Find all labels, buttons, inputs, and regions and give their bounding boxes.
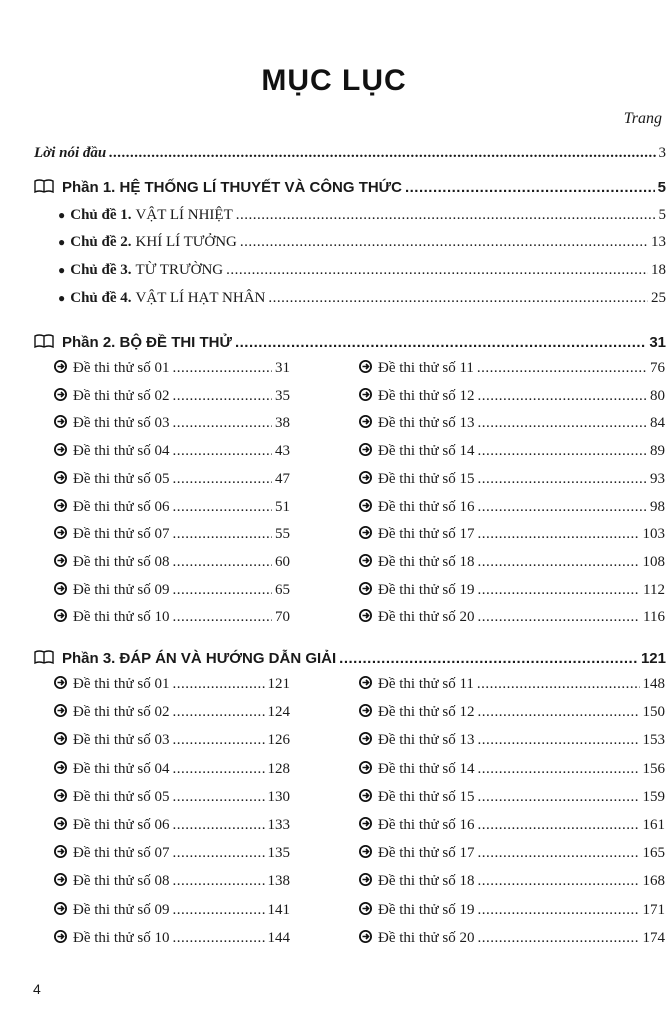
exam-page: 60: [275, 553, 290, 570]
toc-topic[interactable]: [58, 207, 666, 224]
dot-leader: [405, 179, 655, 196]
exam-label: Đề thi thử số 12: [378, 704, 475, 721]
dot-leader: [477, 499, 647, 516]
exam-page: 76: [650, 360, 665, 376]
dot-leader: [109, 145, 655, 162]
dot-leader: [268, 290, 648, 307]
toc-exam-entry[interactable]: [54, 581, 290, 599]
toc-exam-entry[interactable]: [54, 498, 290, 516]
dot-leader: [172, 526, 272, 543]
exam-label: Đề thi thử số 13: [378, 732, 475, 749]
toc-part-1[interactable]: [34, 178, 666, 196]
circle-arrow-icon: [54, 360, 67, 373]
exam-label: Đề thi thử số 07: [73, 526, 170, 543]
toc-entry-preface[interactable]: [34, 145, 666, 162]
exam-label: Đề thi thử số 10: [73, 929, 170, 946]
topic-name: VẬT LÍ HẠT NHÂN: [135, 290, 266, 306]
dot-leader: [172, 471, 272, 488]
page-column-header: Trang: [623, 110, 662, 127]
dot-leader: [172, 902, 264, 919]
circle-arrow-icon: [359, 471, 372, 484]
dot-leader: [172, 499, 272, 516]
dot-leader: [477, 443, 647, 460]
exam-page: 47: [275, 470, 290, 487]
exam-page: 171: [642, 901, 665, 918]
exam-label: Đề thi thử số 20: [378, 929, 475, 946]
circle-arrow-icon: [54, 443, 67, 456]
circle-arrow-icon: [54, 388, 67, 401]
toc-exam-entry[interactable]: [54, 525, 290, 543]
exam-label: Đề thi thử số 07: [73, 845, 170, 862]
exam-page: 31: [275, 360, 290, 376]
exam-page: 84: [650, 415, 665, 432]
toc-exam-entry[interactable]: [54, 760, 290, 778]
exam-page: 51: [275, 498, 290, 515]
exam-page: 128: [267, 760, 290, 777]
exam-label: Đề thi thử số 05: [73, 788, 170, 805]
toc-exam-entry[interactable]: [54, 901, 290, 919]
dot-leader: [236, 207, 656, 224]
dot-leader: [172, 676, 264, 693]
toc-exam-entry[interactable]: [54, 929, 290, 947]
toc-exam-entry[interactable]: [54, 844, 290, 862]
circle-arrow-icon: [54, 761, 67, 774]
circle-arrow-icon: [359, 415, 372, 428]
topic-number: Chủ đề 3.: [70, 262, 132, 278]
exam-label: Đề thi thử số 08: [73, 553, 170, 570]
exam-page: 103: [642, 526, 665, 543]
exam-page: 141: [267, 901, 290, 918]
dot-leader: [172, 789, 264, 806]
exam-page: 112: [643, 581, 665, 598]
exam-label: Đề thi thử số 03: [73, 415, 170, 432]
exam-label: Đề thi thử số 09: [73, 901, 170, 918]
circle-arrow-icon: [359, 388, 372, 401]
topic-page: 13: [651, 234, 666, 250]
exam-page: 174: [642, 929, 665, 946]
exam-label: Đề thi thử số 14: [378, 760, 475, 777]
dot-leader: [172, 443, 272, 460]
circle-arrow-icon: [359, 554, 372, 567]
topic-name: VẬT LÍ NHIỆT: [135, 207, 233, 223]
toc-exam-entry[interactable]: [359, 608, 665, 626]
exam-label: Đề thi thử số 13: [378, 415, 475, 432]
exam-label: Đề thi thử số 01: [73, 676, 170, 692]
dot-leader: [172, 761, 264, 778]
dot-leader: [172, 732, 264, 749]
exam-page: 93: [650, 470, 665, 487]
circle-arrow-icon: [54, 789, 67, 802]
exam-label: Đề thi thử số 09: [73, 581, 170, 598]
toc-part-2[interactable]: [34, 333, 666, 351]
dot-leader: [477, 817, 639, 834]
circle-arrow-icon: [359, 845, 372, 858]
dot-leader: [477, 554, 639, 571]
bullet-icon: ●: [58, 263, 66, 277]
exam-label: Đề thi thử số 02: [73, 704, 170, 721]
toc-exam-entry[interactable]: [359, 872, 665, 890]
toc-topic[interactable]: [58, 262, 666, 279]
toc-exam-entry[interactable]: [359, 442, 665, 460]
circle-arrow-icon: [359, 902, 372, 915]
circle-arrow-icon: [359, 789, 372, 802]
dot-leader: [172, 415, 272, 432]
circle-arrow-icon: [359, 526, 372, 539]
part-3-label: Phần 3. ĐÁP ÁN VÀ HƯỚNG DẪN GIẢI: [62, 650, 337, 667]
book-icon: [34, 334, 54, 348]
toc-topic[interactable]: [58, 234, 666, 251]
preface-page: 3: [658, 145, 666, 161]
exam-label: Đề thi thử số 11: [378, 360, 474, 376]
circle-arrow-icon: [54, 902, 67, 915]
circle-arrow-icon: [359, 582, 372, 595]
dot-leader: [477, 732, 639, 749]
part-2-label: Phần 2. BỘ ĐỀ THI THỬ: [62, 334, 232, 351]
exam-page: 156: [642, 760, 665, 777]
exam-label: Đề thi thử số 15: [378, 788, 475, 805]
exam-label: Đề thi thử số 04: [73, 443, 170, 460]
circle-arrow-icon: [54, 471, 67, 484]
dot-leader: [477, 873, 639, 890]
toc-exam-entry[interactable]: [359, 901, 665, 919]
toc-exam-entry[interactable]: [359, 470, 665, 488]
exam-label: Đề thi thử số 14: [378, 443, 475, 460]
bullet-icon: ●: [58, 235, 66, 249]
circle-arrow-icon: [54, 873, 67, 886]
circle-arrow-icon: [359, 873, 372, 886]
circle-arrow-icon: [359, 609, 372, 622]
topic-page: 5: [658, 207, 666, 223]
dot-leader: [477, 526, 639, 543]
exam-page: 35: [275, 387, 290, 404]
toc-exam-entry[interactable]: [359, 816, 665, 834]
toc-topic[interactable]: [58, 290, 666, 307]
toc-exam-entry[interactable]: [359, 525, 665, 543]
exam-label: Đề thi thử số 01: [73, 360, 170, 376]
circle-arrow-icon: [359, 443, 372, 456]
exam-page: 133: [267, 817, 290, 833]
topic-name: KHÍ LÍ TƯỞNG: [135, 234, 237, 250]
dot-leader: [172, 360, 272, 377]
exam-page: 153: [642, 732, 665, 749]
toc-exam-entry[interactable]: [54, 675, 290, 693]
exam-page: 98: [650, 498, 665, 515]
exam-label: Đề thi thử số 17: [378, 845, 475, 862]
dot-leader: [477, 609, 640, 626]
circle-arrow-icon: [54, 582, 67, 595]
exam-label: Đề thi thử số 11: [378, 676, 474, 692]
exam-label: Đề thi thử số 06: [73, 817, 170, 833]
part-3-page: 121: [640, 650, 666, 667]
exam-label: Đề thi thử số 17: [378, 526, 475, 543]
circle-arrow-icon: [54, 845, 67, 858]
exam-page: 144: [267, 929, 290, 946]
toc-exam-entry[interactable]: [54, 442, 290, 460]
exam-label: Đề thi thử số 20: [378, 609, 475, 626]
toc-exam-entry[interactable]: [359, 675, 665, 693]
toc-exam-entry[interactable]: [359, 553, 665, 571]
exam-page: 121: [267, 676, 290, 692]
dot-leader: [477, 582, 640, 599]
dot-leader: [477, 415, 647, 432]
dot-leader: [339, 650, 638, 667]
exam-label: Đề thi thử số 15: [378, 470, 475, 487]
topic-name: TỪ TRƯỜNG: [135, 262, 224, 278]
circle-arrow-icon: [359, 817, 372, 830]
exam-label: Đề thi thử số 12: [378, 387, 475, 404]
exam-label: Đề thi thử số 02: [73, 387, 170, 404]
dot-leader: [235, 334, 646, 351]
part-2-page: 31: [649, 334, 666, 351]
exam-page: 168: [642, 873, 665, 890]
book-icon: [34, 179, 54, 193]
toc-exam-entry[interactable]: [359, 414, 665, 432]
toc-exam-entry[interactable]: [359, 703, 665, 721]
dot-leader: [172, 704, 264, 721]
circle-arrow-icon: [359, 704, 372, 717]
toc-exam-entry[interactable]: [54, 470, 290, 488]
exam-page: 55: [275, 526, 290, 543]
exam-page: 126: [267, 732, 290, 749]
dot-leader: [172, 873, 264, 890]
dot-leader: [477, 902, 639, 919]
exam-page: 65: [275, 581, 290, 598]
toc-exam-entry[interactable]: [54, 608, 290, 626]
circle-arrow-icon: [359, 499, 372, 512]
toc-exam-entry[interactable]: [359, 498, 665, 516]
topic-number: Chủ đề 2.: [70, 234, 132, 250]
exam-page: 38: [275, 415, 290, 432]
exam-page: 89: [650, 443, 665, 460]
exam-page: 43: [275, 443, 290, 460]
circle-arrow-icon: [54, 554, 67, 567]
dot-leader: [477, 845, 639, 862]
dot-leader: [172, 930, 264, 947]
toc-exam-entry[interactable]: [54, 359, 290, 377]
exam-label: Đề thi thử số 03: [73, 732, 170, 749]
circle-arrow-icon: [54, 732, 67, 745]
exam-page: 165: [642, 845, 665, 862]
bullet-icon: ●: [58, 291, 66, 305]
dot-leader: [477, 761, 639, 778]
dot-leader: [240, 234, 648, 251]
toc-exam-entry[interactable]: [54, 788, 290, 806]
dot-leader: [477, 471, 647, 488]
toc-exam-entry[interactable]: [54, 553, 290, 571]
exam-page: 70: [275, 609, 290, 626]
page-number: 4: [33, 981, 41, 997]
circle-arrow-icon: [359, 676, 372, 689]
toc-exam-entry[interactable]: [359, 844, 665, 862]
toc-exam-entry[interactable]: [359, 359, 665, 377]
circle-arrow-icon: [54, 817, 67, 830]
exam-label: Đề thi thử số 19: [378, 901, 475, 918]
exam-page: 138: [267, 873, 290, 890]
dot-leader: [172, 817, 264, 834]
dot-leader: [226, 262, 648, 279]
toc-exam-entry[interactable]: [359, 731, 665, 749]
dot-leader: [172, 582, 272, 599]
toc-exam-entry[interactable]: [359, 581, 665, 599]
bullet-icon: ●: [58, 208, 66, 222]
circle-arrow-icon: [359, 930, 372, 943]
exam-page: 80: [650, 387, 665, 404]
exam-page: 161: [642, 817, 665, 833]
toc-exam-entry[interactable]: [54, 703, 290, 721]
circle-arrow-icon: [54, 676, 67, 689]
dot-leader: [477, 360, 647, 377]
dot-leader: [172, 388, 272, 405]
exam-page: 108: [642, 553, 665, 570]
circle-arrow-icon: [359, 761, 372, 774]
page-title: MỤC LỤC: [261, 64, 407, 97]
exam-label: Đề thi thử số 18: [378, 553, 475, 570]
toc-exam-entry[interactable]: [54, 872, 290, 890]
exam-page: 159: [642, 788, 665, 805]
exam-label: Đề thi thử số 16: [378, 498, 475, 515]
book-icon: [34, 650, 54, 664]
dot-leader: [172, 845, 264, 862]
toc-exam-entry[interactable]: [359, 387, 665, 405]
toc-exam-entry[interactable]: [359, 760, 665, 778]
exam-label: Đề thi thử số 18: [378, 873, 475, 890]
topic-page: 25: [651, 290, 666, 306]
circle-arrow-icon: [54, 415, 67, 428]
toc-exam-entry[interactable]: [359, 788, 665, 806]
exam-page: 130: [267, 788, 290, 805]
circle-arrow-icon: [54, 609, 67, 622]
circle-arrow-icon: [54, 704, 67, 717]
exam-page: 135: [267, 845, 290, 862]
circle-arrow-icon: [359, 732, 372, 745]
circle-arrow-icon: [359, 360, 372, 373]
exam-page: 150: [642, 704, 665, 721]
dot-leader: [477, 789, 639, 806]
toc-exam-entry[interactable]: [54, 816, 290, 834]
toc-exam-entry[interactable]: [54, 387, 290, 405]
dot-leader: [477, 704, 639, 721]
exam-label: Đề thi thử số 08: [73, 873, 170, 890]
circle-arrow-icon: [54, 930, 67, 943]
dot-leader: [477, 930, 639, 947]
part-1-label: Phần 1. HỆ THỐNG LÍ THUYẾT VÀ CÔNG THỨC: [62, 179, 402, 196]
dot-leader: [172, 609, 272, 626]
exam-label: Đề thi thử số 10: [73, 609, 170, 626]
preface-label: Lời nói đầu: [34, 145, 107, 161]
exam-label: Đề thi thử số 04: [73, 760, 170, 777]
exam-label: Đề thi thử số 05: [73, 470, 170, 487]
dot-leader: [477, 388, 647, 405]
exam-label: Đề thi thử số 16: [378, 817, 475, 833]
topic-number: Chủ đề 1.: [70, 207, 132, 223]
topic-page: 18: [651, 262, 666, 278]
toc-exam-entry[interactable]: [54, 414, 290, 432]
exam-page: 124: [267, 704, 290, 721]
exam-page: 148: [642, 676, 665, 692]
toc-exam-entry[interactable]: [54, 731, 290, 749]
exam-label: Đề thi thử số 19: [378, 581, 475, 598]
topic-number: Chủ đề 4.: [70, 290, 132, 306]
dot-leader: [477, 676, 640, 693]
toc-part-3[interactable]: [34, 649, 666, 667]
toc-exam-entry[interactable]: [359, 929, 665, 947]
part-1-page: 5: [657, 179, 666, 196]
exam-label: Đề thi thử số 06: [73, 498, 170, 515]
circle-arrow-icon: [54, 499, 67, 512]
exam-page: 116: [643, 609, 665, 626]
dot-leader: [172, 554, 272, 571]
circle-arrow-icon: [54, 526, 67, 539]
